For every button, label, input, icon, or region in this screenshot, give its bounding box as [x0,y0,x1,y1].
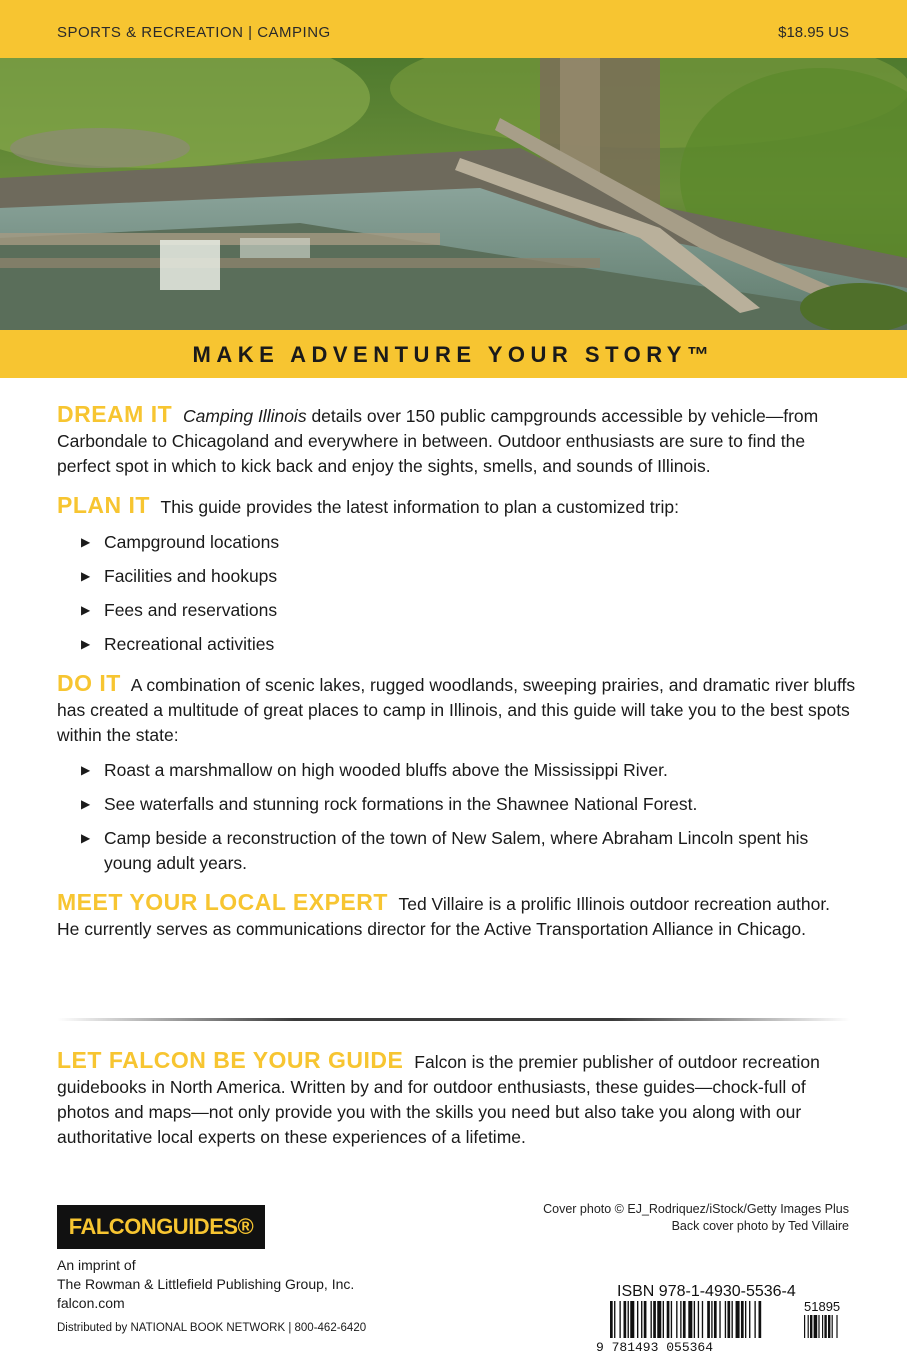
barcode-bar [725,1301,726,1338]
barcode-addon-bar [810,1315,812,1338]
barcode-bar [651,1301,652,1338]
tagline-bar [0,330,907,378]
barcode-bar [644,1301,647,1338]
barcode-addon-bar [836,1315,837,1338]
barcode-bar [749,1301,750,1338]
barcode-bar [702,1301,703,1338]
barcode-addon-bar [804,1315,805,1338]
barcode-bar [657,1301,661,1338]
plan-section [57,493,857,657]
barcode-bar [688,1301,692,1338]
barcode-bar [676,1301,677,1338]
list-item [81,792,857,817]
dream-heading: DREAM IT [57,401,173,427]
barcode-addon-bar [832,1315,833,1338]
section-divider [57,1018,850,1021]
triangle-bullet-icon: ▶ [81,797,91,811]
list-item [81,826,857,876]
barcode-bar [694,1301,695,1338]
list-item-text: Recreational activities [104,634,275,654]
barcode-digits: 9 781493 055364 [596,1340,714,1353]
barcode-addon-bar [808,1315,809,1338]
triangle-bullet-icon: ▶ [81,535,91,549]
do-list [57,758,857,876]
barcode-addon-bar [818,1315,819,1338]
barcode-bar [683,1301,686,1338]
barcode-addon-bar [822,1315,823,1338]
price-label: $18.95 US [778,24,849,41]
dream-text: details over 150 public campgrounds accessible by vehicle—from Carbondale to Chicagoland and everywhere in between. Outdoor enthusiasts are sure to find the perfect spot in which to kick back and enjoy the sights, smells, and sounds of Illinois. [57,406,819,476]
imprint-line: An imprint of [57,1257,136,1273]
expert-text: Ted Villaire is a prolific Illinois outdoor recreation author. He currently serves as communications director for the Active Transportation Alliance in Chicago. [57,894,831,939]
logo-text: FALCONGUIDES® [68,1214,254,1239]
barcode-bar [624,1301,627,1338]
barcode-bar [759,1301,762,1338]
barcode-bar [671,1301,672,1338]
falcon-text: Falcon is the premier publisher of outdoor recreation guidebooks in North America. Written by and for outdoor enthusiasts, these guides—chock-full of photos and maps—not only provide you with the skills you need but also take you along with our authoritative local experts on these experiences of a lifetime. [57,1052,820,1147]
list-item-text: Roast a marshmallow on high wooded bluffs above the Mississippi River. [104,760,668,780]
isbn-text: ISBN 978-1-4930-5536-4 [617,1283,796,1300]
top-bar [0,0,907,58]
back-credit: Back cover photo by Ted Villaire [671,1219,849,1233]
plan-heading: PLAN IT [57,492,150,518]
barcode-bar [741,1301,744,1338]
publisher-name: The Rowman & Littlefield Publishing Group, Inc. [57,1276,355,1292]
waterfall-photo-illustration [0,58,907,330]
expert-section [57,890,857,942]
plan-text: This guide provides the latest information to plan a customized trip: [160,497,679,517]
barcode-bar [711,1301,712,1338]
plan-list [57,530,857,657]
cover-photo [0,58,907,330]
barcode-bar [719,1301,720,1338]
triangle-bullet-icon: ▶ [81,763,91,777]
category-label: SPORTS & RECREATION | CAMPING [57,24,331,41]
barcode-bar [698,1301,699,1338]
photo-credits [543,1201,849,1235]
book-title: Camping Illinois [183,406,307,426]
barcode-bar [619,1301,620,1338]
list-item [81,632,857,657]
list-item-text: Camp beside a reconstruction of the town of New Salem, where Abraham Lincoln spent his young adult years. [104,828,809,873]
list-item-text: Fees and reservations [104,600,278,620]
list-item-text: See waterfalls and stunning rock formations in the Shawnee National Forest. [104,794,698,814]
list-item [81,598,857,623]
triangle-bullet-icon: ▶ [81,603,91,617]
do-heading: DO IT [57,670,121,696]
list-item [81,758,857,783]
falconguides-logo [57,1205,265,1249]
do-text: A combination of scenic lakes, rugged woodlands, sweeping prairies, and dramatic river bluffs has created a multitude of great places to camp in Illinois, and this guide will take you to the best spots within the state: [57,675,856,745]
barcode-bar [614,1301,615,1338]
barcode-bar [641,1301,642,1338]
barcode-bar [637,1301,638,1338]
imprint-info [57,1256,354,1313]
barcode-bar [628,1301,629,1338]
triangle-bullet-icon: ▶ [81,569,91,583]
barcode-bar [610,1301,613,1338]
list-item-text: Facilities and hookups [104,566,278,586]
isbn-barcode [590,1278,850,1353]
dream-section [57,402,857,479]
falcon-heading: LET FALCON BE YOUR GUIDE [57,1047,404,1073]
barcode-bar [653,1301,656,1338]
description [57,402,857,956]
barcode-bar [707,1301,710,1338]
barcode-addon-bar [814,1315,818,1338]
barcode-bar [732,1301,733,1338]
website: falcon.com [57,1295,125,1311]
triangle-bullet-icon: ▶ [81,637,91,651]
price-code: 51895 [804,1299,841,1314]
barcode-bar [680,1301,681,1338]
distributor-line: Distributed by NATIONAL BOOK NETWORK | 800-462-6420 [57,1322,367,1334]
triangle-bullet-icon: ▶ [81,831,91,845]
barcode-bar [667,1301,670,1338]
barcode-bar [754,1301,755,1338]
barcode-addon-bar [828,1315,830,1338]
tagline: MAKE ADVENTURE YOUR STORY™ [192,342,715,367]
barcode-bar [630,1301,634,1338]
do-section [57,671,857,876]
barcode-bar [663,1301,664,1338]
barcode-bar [714,1301,717,1338]
barcode-bar [727,1301,730,1338]
barcode-bar [736,1301,740,1338]
cover-credit: Cover photo © EJ_Rodriquez/iStock/Getty Images Plus [543,1202,849,1216]
falcon-section [57,1048,857,1150]
barcode-bar [745,1301,746,1338]
list-item [81,564,857,589]
barcode-addon-bar [824,1315,826,1338]
list-item-text: Campground locations [104,532,280,552]
list-item [81,530,857,555]
expert-heading: MEET YOUR LOCAL EXPERT [57,889,388,915]
